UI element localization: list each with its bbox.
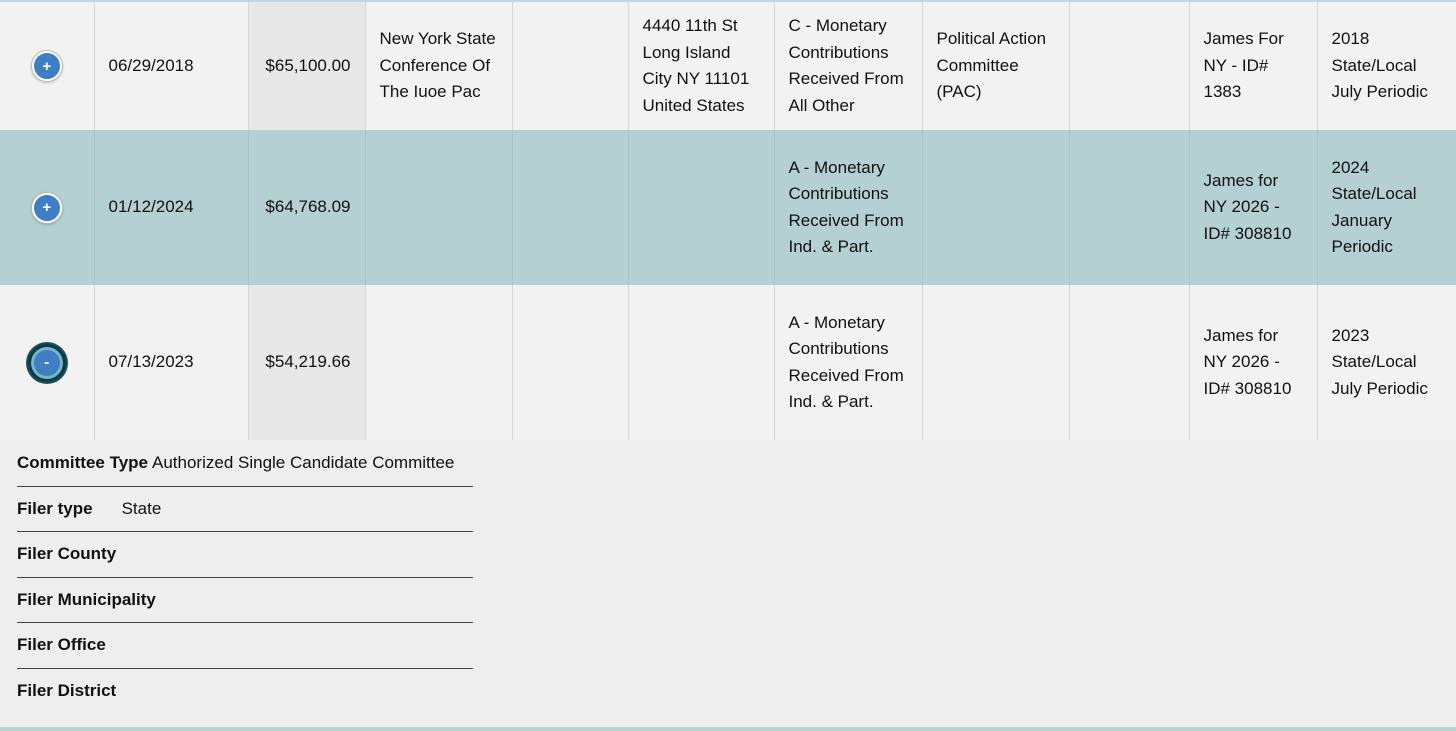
empty-cell (512, 130, 628, 285)
contributor-type-cell (922, 285, 1069, 440)
period-cell: 2024 State/Local January Periodic (1317, 130, 1456, 285)
empty-cell (512, 285, 628, 440)
date-cell: 01/12/2024 (94, 130, 248, 285)
empty-cell (1069, 285, 1189, 440)
contributor-type-cell: Political Action Committee (PAC) (922, 2, 1069, 130)
detail-value: State (121, 498, 162, 518)
detail-label: Committee Type (17, 453, 148, 473)
expander-cell (0, 2, 94, 130)
contributor-type-cell (922, 130, 1069, 285)
date-cell: 07/13/2023 (94, 285, 248, 440)
detail-filer-county (17, 532, 473, 578)
table-row[interactable] (0, 2, 1456, 130)
detail-filer-district (17, 669, 473, 715)
filer-cell: James For NY - ID# 1383 (1189, 2, 1317, 130)
address-cell (628, 285, 774, 440)
amount-cell: $64,768.09 (248, 130, 365, 285)
detail-label: Filer District (17, 681, 117, 701)
detail-label: Filer County (17, 544, 117, 564)
contributions-table (0, 2, 1456, 440)
expand-row-button[interactable]: + (32, 193, 62, 223)
filer-cell: James for NY 2026 - ID# 308810 (1189, 285, 1317, 440)
amount-cell: $54,219.66 (248, 285, 365, 440)
detail-label: Filer Office (17, 635, 106, 655)
schedule-cell: A - Monetary Contributions Received From Ind. & Part. (774, 285, 922, 440)
detail-value: Authorized Single Candidate Committee (152, 453, 455, 473)
detail-filer-municipality (17, 578, 473, 624)
date-cell: 06/29/2018 (94, 2, 248, 130)
table-row[interactable] (0, 130, 1456, 285)
amount-cell: $65,100.00 (248, 2, 365, 130)
contributor-cell (365, 130, 512, 285)
expander-cell (0, 130, 94, 285)
table-row[interactable] (0, 285, 1456, 440)
schedule-cell: A - Monetary Contributions Received From Ind. & Part. (774, 130, 922, 285)
row-details-panel (17, 441, 473, 714)
period-cell: 2023 State/Local July Periodic (1317, 285, 1456, 440)
period-cell: 2018 State/Local July Periodic (1317, 2, 1456, 130)
address-cell: 4440 11th St Long Island City NY 11101 United States (628, 2, 774, 130)
detail-label: Filer type (17, 498, 93, 518)
next-row-edge (0, 727, 1456, 731)
collapse-row-button[interactable]: - (28, 344, 66, 382)
schedule-cell: C - Monetary Contributions Received From All Other (774, 2, 922, 130)
empty-cell (1069, 130, 1189, 285)
filer-cell: James for NY 2026 - ID# 308810 (1189, 130, 1317, 285)
contributor-cell (365, 285, 512, 440)
detail-filer-office (17, 623, 473, 669)
address-cell (628, 130, 774, 285)
expand-row-button[interactable]: + (32, 51, 62, 81)
detail-filer-type (17, 487, 473, 533)
contributor-cell: New York State Conference Of The Iuoe Pac (365, 2, 512, 130)
empty-cell (1069, 2, 1189, 130)
detail-committee-type (17, 441, 473, 487)
detail-label: Filer Municipality (17, 589, 156, 609)
empty-cell (512, 2, 628, 130)
expander-cell (0, 285, 94, 440)
